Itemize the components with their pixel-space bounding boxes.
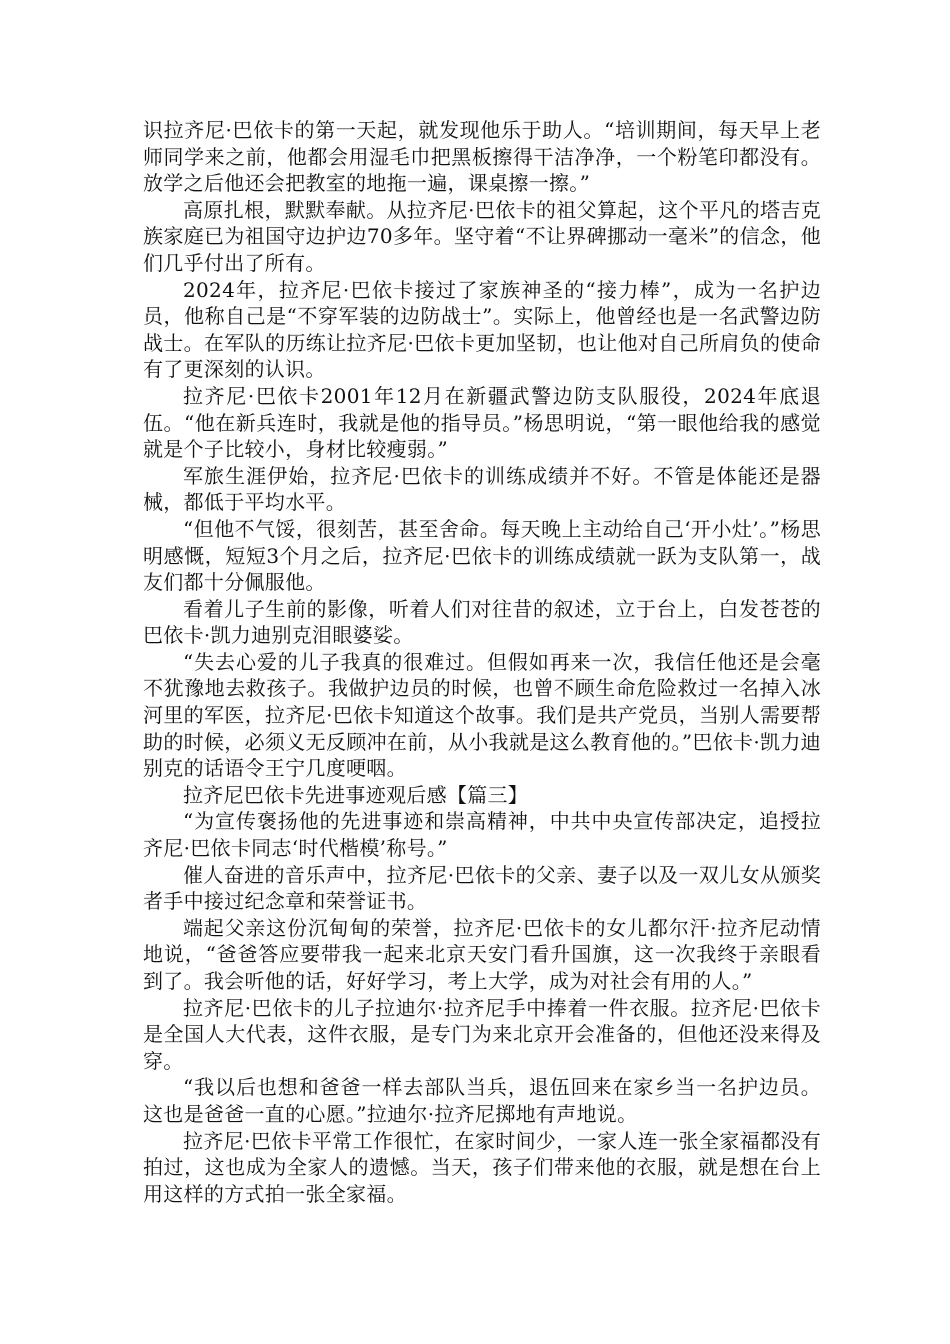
paragraph: 2024年，拉齐尼·巴依卡接过了家族神圣的“接力棒”，成为一名护边员，他称自己是“不穿军装的边防战士”。实际上，他曾经也是一名武警边防战士。在军队的历练让拉齐尼·巴依卡更加坚韧，也让他对自己所肩负的使命有了更深刻的认识。 [143, 277, 821, 382]
paragraph: 拉齐尼·巴依卡的儿子拉迪尔·拉齐尼手中捧着一件衣服。拉齐尼·巴依卡是全国人大代表，这件衣服，是专门为来北京开会准备的，但他还没来得及穿。 [143, 995, 821, 1073]
paragraph-continuation: 识拉齐尼·巴依卡的第一天起，就发现他乐于助人。“培训期间，每天早上老师同学来之前，他都会用湿毛巾把黑板擦得干洁净净，一个粉笔印都没有。放学之后他还会把教室的地拖一遍，课桌擦一擦。” [143, 118, 821, 196]
paragraph: 端起父亲这份沉甸甸的荣誉，拉齐尼·巴依卡的女儿都尔汗·拉齐尼动情地说，“爸爸答应要带我一起来北京天安门看升国旗，这一次我终于亲眼看到了。我会听他的话，好好学习，考上大学，成为对社会有用的人。” [143, 915, 821, 993]
paragraph: “失去心爱的儿子我真的很难过。但假如再来一次，我信任他还是会毫不犹豫地去救孩子。我做护边员的时候，也曾不顾生命危险救过一名掉入冰河里的军医，拉齐尼·巴依卡知道这个故事。我们是共产党员，当别人需要帮助的时候，必须义无反顾冲在前，从小我就是这么教育他的。”巴依卡·凯力迪别克的话语令王宁几度哽咽。 [143, 649, 821, 781]
paragraph: 看着儿子生前的影像，听着人们对往昔的叙述，立于台上，白发苍苍的巴依卡·凯力迪别克泪眼婆娑。 [143, 596, 821, 648]
paragraph: 催人奋进的音乐声中，拉齐尼·巴依卡的父亲、妻子以及一双儿女从颁奖者手中接过纪念章和荣誉证书。 [143, 862, 821, 914]
paragraph: “我以后也想和爸爸一样去部队当兵，退伍回来在家乡当一名护边员。这也是爸爸一直的心愿。”拉迪尔·拉齐尼掷地有声地说。 [143, 1075, 821, 1126]
paragraph: 军旅生涯伊始，拉齐尼·巴依卡的训练成绩并不好。不管是体能还是器械，都低于平均水平。 [143, 463, 821, 515]
document-page [143, 117, 821, 1207]
paragraph: 高原扎根，默默奉献。从拉齐尼·巴依卡的祖父算起，这个平凡的塔吉克族家庭已为祖国守边护边70多年。坚守着“不让界碑挪动一毫米”的信念，他们几乎付出了所有。 [143, 197, 821, 275]
paragraph: “为宣传褒扬他的先进事迹和崇高精神，中共中央宣传部决定，追授拉齐尼·巴依卡同志‘时代楷模’称号。” [143, 809, 821, 861]
paragraph: 拉齐尼·巴依卡2001年12月在新疆武警边防支队服役，2024年底退伍。“他在新兵连时，我就是他的指导员。”杨思明说，“第一眼他给我的感觉就是个子比较小，身材比较瘦弱。” [143, 383, 821, 462]
section-heading: 拉齐尼巴依卡先进事迹观后感【篇三】 [183, 782, 529, 807]
paragraph: “但他不气馁，很刻苦，甚至舍命。每天晚上主动给自己‘开小灶’。”杨思明感慨，短短3个月之后，拉齐尼·巴依卡的训练成绩就一跃为支队第一，战友们都十分佩服他。 [143, 516, 821, 595]
paragraph: 拉齐尼·巴依卡平常工作很忙，在家时间少，一家人连一张全家福都没有拍过，这也成为全家人的遗憾。当天，孩子们带来他的衣服，就是想在台上用这样的方式拍一张全家福。 [143, 1128, 821, 1206]
